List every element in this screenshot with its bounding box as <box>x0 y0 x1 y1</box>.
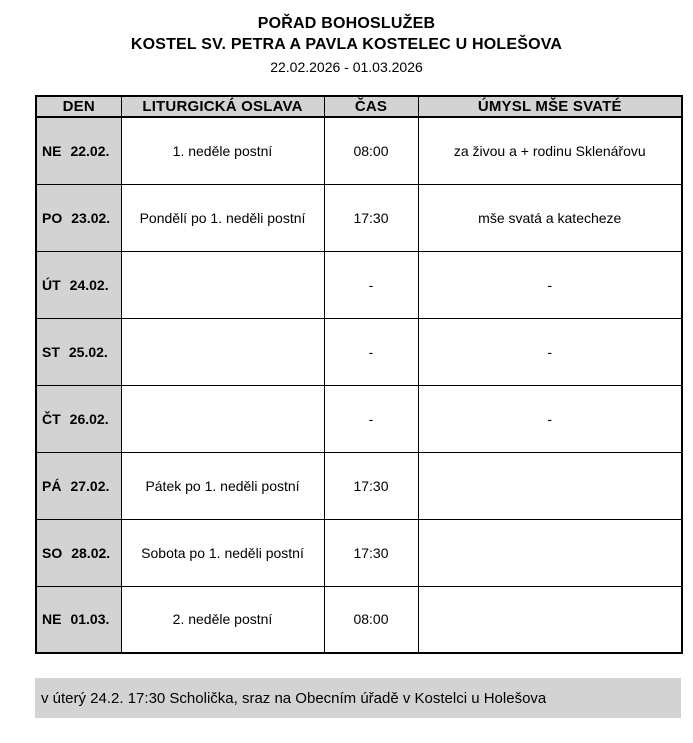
table-row <box>36 117 682 184</box>
day-abbr: PÁ <box>42 477 62 494</box>
day-abbr: NE <box>42 611 62 628</box>
intention-cell: mše svatá a katecheze <box>418 184 682 251</box>
day-abbr: SO <box>42 544 63 561</box>
day-abbr: PO <box>42 209 63 226</box>
table-row <box>36 519 682 586</box>
intention-cell: za živou a + rodinu Sklenářovu <box>418 117 682 184</box>
day-cell <box>36 452 121 519</box>
day-date: 26.02. <box>69 410 109 427</box>
table-row <box>36 184 682 251</box>
footer-note <box>35 678 681 718</box>
table-row <box>36 318 682 385</box>
column-header-celebration: LITURGICKÁ OSLAVA <box>121 96 324 117</box>
celebration-cell: Sobota po 1. neděli postní <box>121 519 324 586</box>
intention-cell: - <box>418 318 682 385</box>
schedule-table <box>35 95 683 654</box>
time-cell: - <box>324 251 418 318</box>
celebration-cell: 2. neděle postní <box>121 586 324 653</box>
day-date: 25.02. <box>68 343 108 360</box>
table-row <box>36 385 682 452</box>
time-cell: 17:30 <box>324 452 418 519</box>
day-cell <box>36 117 121 184</box>
time-cell: 08:00 <box>324 586 418 653</box>
day-cell <box>36 251 121 318</box>
time-cell: 08:00 <box>324 117 418 184</box>
day-abbr: ÚT <box>42 276 61 293</box>
church-name: KOSTEL SV. PETRA A PAVLA KOSTELEC U HOLEŠOVA <box>130 36 563 53</box>
column-header-time: ČAS <box>324 96 418 117</box>
day-cell <box>36 318 121 385</box>
column-header-intention: ÚMYSL MŠE SVATÉ <box>418 96 682 117</box>
intention-cell <box>418 452 682 519</box>
day-date: 23.02. <box>71 209 111 226</box>
celebration-cell <box>121 251 324 318</box>
celebration-cell: 1. neděle postní <box>121 117 324 184</box>
day-cell <box>36 519 121 586</box>
celebration-cell: Pondělí po 1. neděli postní <box>121 184 324 251</box>
celebration-cell: Pátek po 1. neděli postní <box>121 452 324 519</box>
day-abbr: NE <box>42 142 62 159</box>
column-header-day: DEN <box>36 96 121 117</box>
intention-cell <box>418 519 682 586</box>
time-cell: - <box>324 318 418 385</box>
time-cell: 17:30 <box>324 184 418 251</box>
day-abbr: ST <box>42 343 60 360</box>
intention-cell <box>418 586 682 653</box>
table-row <box>36 251 682 318</box>
day-date: 22.02. <box>70 142 110 159</box>
page-title: POŘAD BOHOSLUŽEB <box>257 15 436 32</box>
document-header <box>0 0 693 77</box>
day-date: 28.02. <box>71 544 111 561</box>
schedule-body <box>36 117 682 653</box>
footer-note-text: v úterý 24.2. 17:30 Scholička, sraz na Obecním úřadě v Kostelci u Holešova <box>41 689 547 707</box>
time-cell: 17:30 <box>324 519 418 586</box>
table-row <box>36 452 682 519</box>
day-date: 01.03. <box>70 611 110 628</box>
day-cell <box>36 586 121 653</box>
day-cell <box>36 184 121 251</box>
celebration-cell <box>121 318 324 385</box>
date-range: 22.02.2026 - 01.03.2026 <box>270 59 423 75</box>
day-abbr: ČT <box>42 410 61 427</box>
table-header-row <box>36 96 682 117</box>
time-cell: - <box>324 385 418 452</box>
celebration-cell <box>121 385 324 452</box>
table-row <box>36 586 682 653</box>
day-cell <box>36 385 121 452</box>
day-date: 24.02. <box>69 276 109 293</box>
intention-cell: - <box>418 385 682 452</box>
day-date: 27.02. <box>70 477 110 494</box>
intention-cell: - <box>418 251 682 318</box>
